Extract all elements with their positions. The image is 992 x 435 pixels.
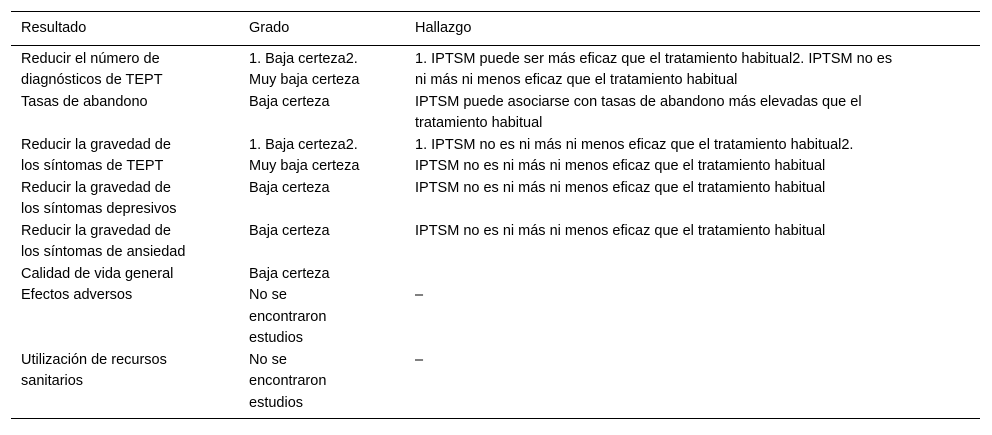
cell-line: IPTSM no es ni más ni menos eficaz que el tratamiento habitual — [415, 158, 826, 174]
table-row — [11, 221, 980, 264]
cell-line: sanitarios — [21, 373, 84, 389]
cell-resultado — [11, 178, 239, 221]
table-body — [11, 45, 980, 419]
cell-resultado — [11, 350, 239, 419]
column-header-grado: Grado — [239, 12, 405, 46]
cell-line: – — [415, 351, 424, 368]
cell-grado — [239, 264, 405, 286]
cell-hallazgo — [405, 285, 980, 350]
cell-line: 1. IPTSM puede ser más eficaz que el tratamiento habitual2. IPTSM no es — [415, 50, 893, 67]
cell-grado — [239, 92, 405, 135]
cell-resultado — [11, 221, 239, 264]
cell-line: 1. Baja certeza2. — [249, 136, 358, 153]
cell-line: Baja certeza — [249, 265, 330, 282]
cell-line: los síntomas depresivos — [21, 201, 177, 217]
cell-grado — [239, 45, 405, 92]
cell-line: tratamiento habitual — [415, 115, 543, 131]
table-row — [11, 92, 980, 135]
cell-resultado — [11, 135, 239, 178]
cell-line: estudios — [249, 330, 304, 346]
cell-line: encontraron — [249, 373, 327, 389]
cell-hallazgo — [405, 350, 980, 419]
cell-hallazgo — [405, 178, 980, 221]
cell-hallazgo — [405, 135, 980, 178]
cell-hallazgo — [405, 264, 980, 286]
cell-line: IPTSM no es ni más ni menos eficaz que el tratamiento habitual — [415, 222, 826, 239]
cell-line: Baja certeza — [249, 93, 330, 110]
cell-line: Baja certeza — [249, 222, 330, 239]
cell-grado — [239, 350, 405, 419]
cell-line: Reducir la gravedad de — [21, 136, 171, 153]
cell-grado — [239, 221, 405, 264]
table-row — [11, 178, 980, 221]
table-row — [11, 264, 980, 286]
cell-line: ni más ni menos eficaz que el tratamiento habitual — [415, 72, 738, 88]
cell-resultado — [11, 45, 239, 92]
cell-line: los síntomas de TEPT — [21, 158, 164, 174]
cell-line: Muy baja certeza — [249, 72, 360, 88]
cell-grado — [239, 178, 405, 221]
cell-line: estudios — [249, 394, 304, 411]
cell-line: Reducir la gravedad de — [21, 179, 171, 196]
cell-line: Efectos adversos — [21, 287, 133, 303]
cell-grado — [239, 135, 405, 178]
table-row — [11, 45, 980, 92]
cell-resultado — [11, 285, 239, 350]
cell-resultado — [11, 264, 239, 286]
cell-hallazgo — [405, 221, 980, 264]
cell-line: 1. IPTSM no es ni más ni menos eficaz que el tratamiento habitual2. — [415, 136, 854, 153]
cell-line: IPTSM no es ni más ni menos eficaz que el tratamiento habitual — [415, 179, 826, 196]
cell-line: Calidad de vida general — [21, 265, 174, 282]
cell-hallazgo — [405, 92, 980, 135]
cell-line: 1. Baja certeza2. — [249, 50, 358, 67]
cell-line: No se — [249, 351, 287, 368]
column-header-hallazgo: Hallazgo — [405, 12, 980, 46]
cell-line: Muy baja certeza — [249, 158, 360, 174]
cell-line: Reducir el número de — [21, 50, 160, 67]
results-table-container — [11, 11, 980, 419]
cell-line: encontraron — [249, 308, 327, 325]
table-header-row — [11, 12, 980, 46]
cell-line: Reducir la gravedad de — [21, 222, 171, 239]
cell-line: No se — [249, 287, 287, 303]
column-header-resultado: Resultado — [11, 12, 239, 46]
cell-hallazgo — [405, 45, 980, 92]
results-table — [11, 11, 980, 419]
cell-line: Utilización de recursos — [21, 351, 167, 368]
cell-line: IPTSM puede asociarse con tasas de abandono más elevadas que el — [415, 93, 862, 110]
cell-line: diagnósticos de TEPT — [21, 72, 163, 88]
cell-grado — [239, 285, 405, 350]
cell-line: – — [415, 287, 424, 303]
table-row — [11, 350, 980, 419]
cell-line: los síntomas de ansiedad — [21, 244, 186, 260]
cell-line: Tasas de abandono — [21, 93, 148, 110]
table-row — [11, 285, 980, 350]
cell-line: Baja certeza — [249, 179, 330, 196]
table-row — [11, 135, 980, 178]
cell-resultado — [11, 92, 239, 135]
